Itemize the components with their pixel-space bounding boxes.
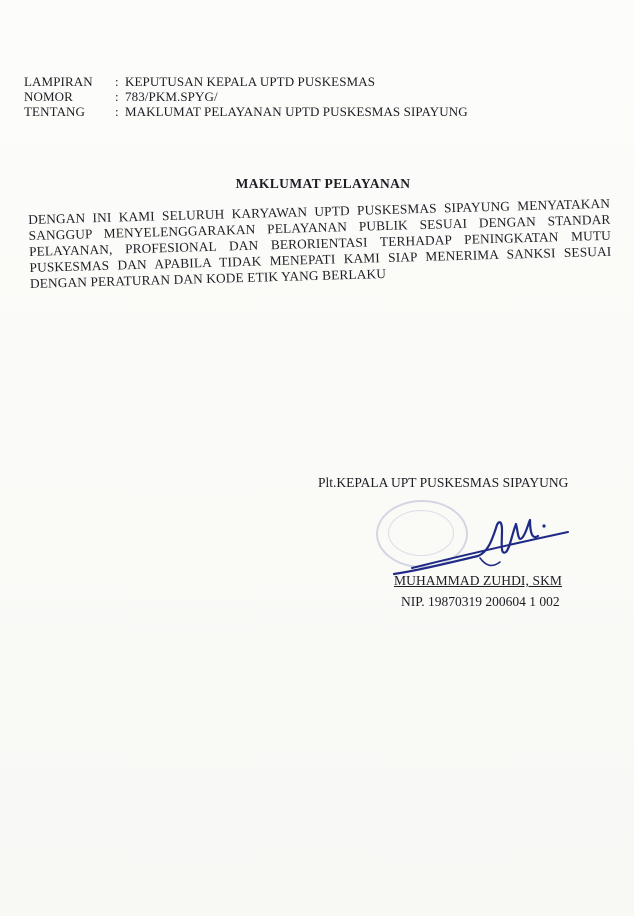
header-info — [24, 74, 468, 119]
nomor-colon: : — [115, 89, 119, 104]
document-body: DENGAN INI KAMI SELURUH KARYAWAN UPTD PUSKESMAS SIPAYUNG MENYATAKAN SANGGUP MENYELENGGARAKAN PELAYANAN PUBLIK SESUAI DENGAN STANDAR PELAYANAN, PROFESIONAL DAN BERORIENTASI TERHADAP PENINGKATAN MUTU PUSKESMAS DAN APABILA TIDAK MENEPATI KAMI SIAP MENERIMA SANKSI SESUAI DENGAN PERATURAN DAN KODE ETIK YANG BERLAKU — [28, 195, 612, 291]
handwritten-signature-icon — [392, 512, 572, 582]
tentang-colon: : — [115, 104, 119, 119]
document-title: MAKLUMAT PELAYANAN — [235, 176, 411, 191]
signatory-nip: NIP. 19870319 200604 1 002 — [401, 594, 560, 609]
signatory-position: Plt.KEPALA UPT PUSKESMAS SIPAYUNG — [318, 475, 569, 490]
header-row-nomor — [24, 89, 468, 104]
nomor-label: NOMOR — [24, 89, 73, 104]
lampiran-value: KEPUTUSAN KEPALA UPTD PUSKESMAS — [125, 74, 376, 89]
nomor-value: 783/PKM.SPYG/ — [125, 89, 218, 104]
tentang-label: TENTANG — [24, 104, 86, 119]
lampiran-colon: : — [115, 74, 119, 89]
tentang-value: MAKLUMAT PELAYANAN UPTD PUSKESMAS SIPAYUNG — [125, 104, 468, 119]
header-row-lampiran — [24, 74, 468, 89]
header-row-tentang — [24, 104, 468, 119]
lampiran-label: LAMPIRAN — [24, 74, 93, 89]
signatory-name: MUHAMMAD ZUHDI, SKM — [394, 573, 563, 588]
